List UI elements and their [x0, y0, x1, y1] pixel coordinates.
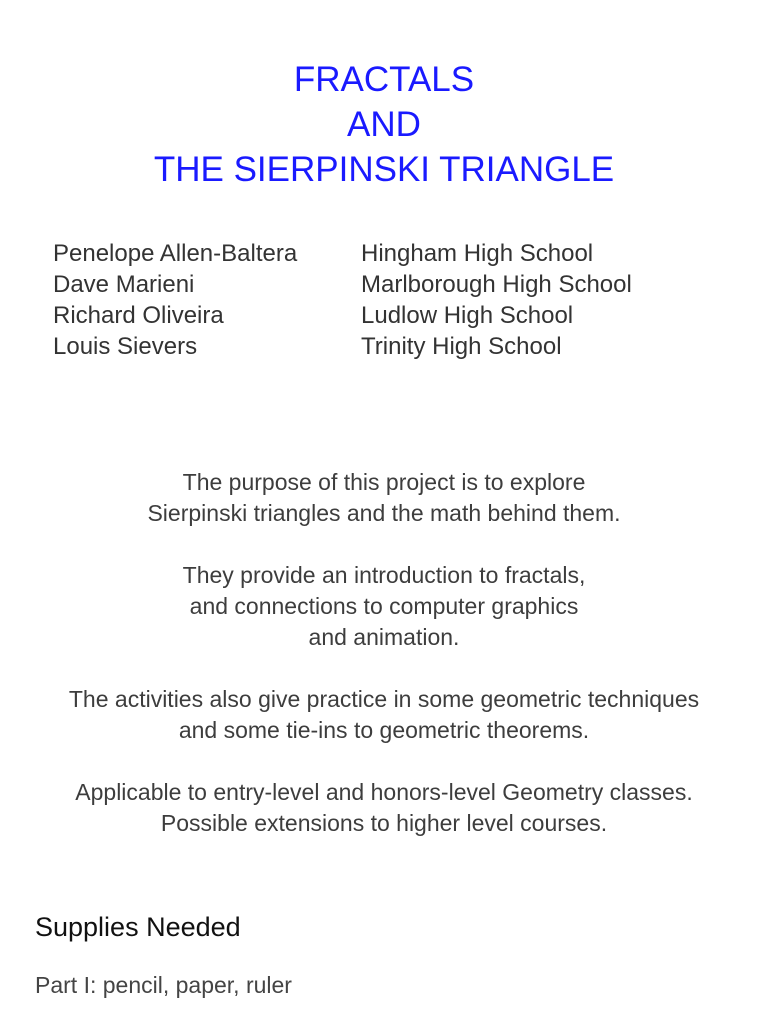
author-row [53, 238, 632, 269]
paragraph-line: Applicable to entry-level and honors-level Geometry classes. [75, 779, 693, 805]
paragraph-line: Possible extensions to higher level courses. [160, 810, 608, 836]
paragraph-line: and animation. [308, 624, 460, 650]
author-row [53, 331, 632, 362]
paragraph-activities [0, 684, 768, 746]
author-name: Louis Sievers [53, 333, 198, 360]
paragraph-line: and some tie-ins to geometric theorems. [178, 717, 590, 743]
author-school: Trinity High School [361, 333, 562, 360]
author-school: Hingham High School [361, 240, 594, 267]
paragraph-line: The purpose of this project is to explore [182, 469, 586, 495]
author-name: Penelope Allen-Baltera [53, 240, 298, 267]
author-school: Marlborough High School [361, 271, 632, 298]
author-row [53, 300, 632, 331]
supplies-heading: Supplies Needed [35, 912, 241, 942]
paragraph-line: The activities also give practice in some geometric techniques [68, 686, 700, 712]
paragraph-purpose [0, 467, 768, 529]
purpose-section [0, 467, 768, 870]
document-title [0, 57, 768, 192]
title-line-2: AND [347, 105, 421, 144]
paragraph-line: Sierpinski triangles and the math behind them. [147, 500, 621, 526]
paragraph-line: They provide an introduction to fractals, [182, 562, 586, 588]
supplies-part-1: Part I: pencil, paper, ruler [35, 972, 292, 998]
author-row [53, 269, 632, 300]
paragraph-line: and connections to computer graphics [189, 593, 579, 619]
paragraph-introduction [0, 560, 768, 653]
title-line-3: THE SIERPINSKI TRIANGLE [153, 150, 615, 189]
title-line-1: FRACTALS [293, 60, 475, 99]
author-name: Richard Oliveira [53, 302, 224, 329]
author-name: Dave Marieni [53, 271, 195, 298]
paragraph-applicable [0, 777, 768, 839]
authors-list [53, 238, 632, 362]
author-school: Ludlow High School [361, 302, 574, 329]
